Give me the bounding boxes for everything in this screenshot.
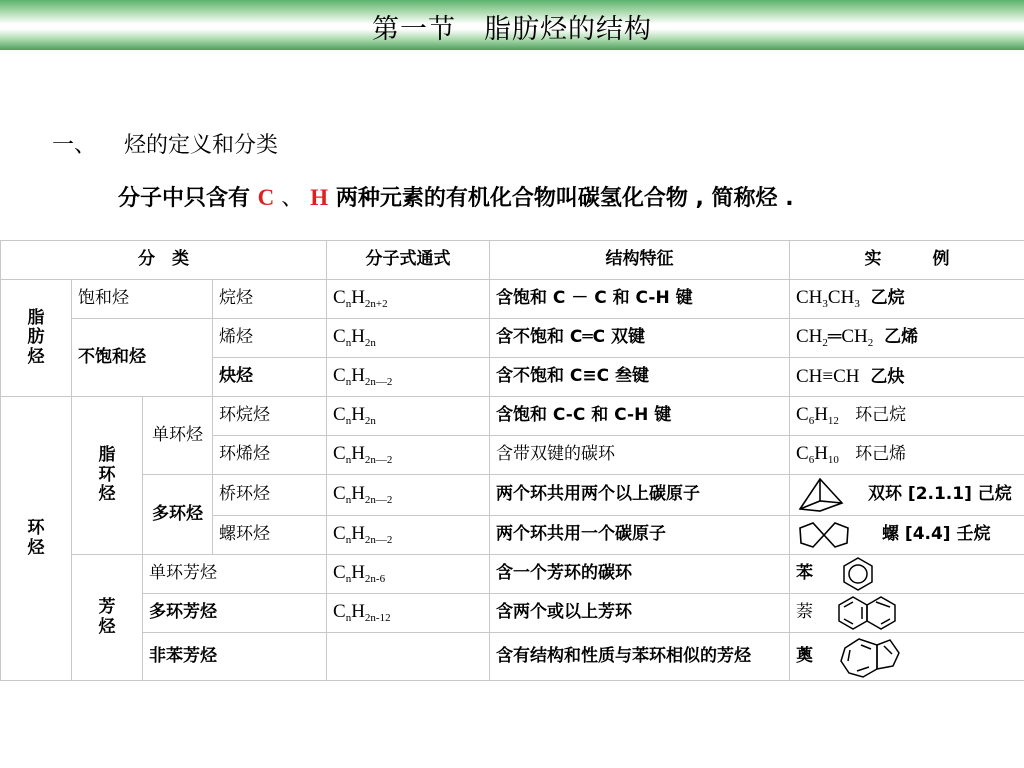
- formula: $C_nH_{2n-6}$: [333, 562, 386, 586]
- sub-cycloalkane: 环烷烃: [213, 397, 327, 436]
- feature-cell: 两个环共用一个碳原子: [490, 516, 790, 555]
- feature-cell: 含饱和 C － C 和 C-H 键: [490, 280, 790, 319]
- example-name: 乙烯: [884, 327, 919, 348]
- group-polycyclic: 多环烃: [143, 475, 213, 555]
- bicyclo-211-hexane-structure-icon: [796, 475, 846, 515]
- formula-cell: [327, 555, 490, 594]
- formula: $C_nH_{2n—2}$: [333, 365, 393, 389]
- group-aliphatic-label: 脂 肪 烃: [27, 307, 45, 367]
- definition-part: 两种元素的有机化合物叫碳氢化合物: [328, 186, 688, 211]
- classification-table: [0, 240, 1024, 681]
- header-structure-feature: 结构特征: [490, 241, 790, 280]
- group-monocyclic: 单环烃: [143, 397, 213, 475]
- example-formula: $CH_2═CH_2$: [796, 326, 874, 350]
- slide-title: 第一节 脂肪烃的结构: [372, 14, 652, 45]
- benzene-structure-icon: [841, 556, 875, 592]
- section-label: 烃的定义和分类: [124, 133, 279, 158]
- group-aromatic: [72, 555, 143, 681]
- example-name: 双环 [2.1.1] 己烷: [868, 484, 1012, 505]
- group-cyclic-label: 环 烃: [27, 517, 45, 558]
- formula: $C_nH_{2n—2}$: [333, 483, 393, 507]
- element-h: H: [310, 185, 329, 210]
- formula: $C_nH_{2n—2}$: [333, 443, 393, 467]
- example-cell: [790, 475, 1024, 516]
- formula: $C_nH_{2n-12}$: [333, 601, 391, 625]
- sub-bridged: 桥环烃: [213, 475, 327, 516]
- formula: $C_nH_{2n+2}$: [333, 287, 388, 311]
- feature-cell: 含两个或以上芳环: [490, 594, 790, 633]
- example-cell: [790, 633, 1024, 681]
- feature-cell: 含不饱和 C═C 双键: [490, 319, 790, 358]
- sub-alkane: 烷烃: [213, 280, 327, 319]
- group-alicyclic: [72, 397, 143, 555]
- example-name: 薁: [796, 645, 813, 666]
- azulene-structure-icon: [837, 635, 903, 679]
- feature-cell: 含有结构和性质与苯环相似的芳烃: [490, 633, 790, 681]
- example-cell: [790, 319, 1024, 358]
- example-cell: [790, 436, 1024, 475]
- example-cell: [790, 397, 1024, 436]
- formula-cell: [327, 280, 490, 319]
- sub-alkene: 烯烃: [213, 319, 327, 358]
- formula: $C_nH_{2n}$: [333, 404, 376, 428]
- table-row: [1, 280, 1024, 319]
- table-row: [1, 633, 1024, 681]
- cat-nonbenzenoid-aromatic: 非苯芳烃: [143, 633, 327, 681]
- example-cell: [790, 594, 1024, 633]
- table-header-row: [1, 241, 1024, 280]
- header-classification: 分 类: [1, 241, 327, 280]
- formula-cell: [327, 358, 490, 397]
- example-cell: [790, 555, 1024, 594]
- feature-cell: 含带双键的碳环: [490, 436, 790, 475]
- feature-cell: 含饱和 C-C 和 C-H 键: [490, 397, 790, 436]
- formula-cell: [327, 516, 490, 555]
- table-row: [1, 475, 1024, 516]
- element-c: C: [257, 185, 275, 210]
- example-formula: $C_6H_{10}$: [796, 443, 839, 467]
- example-name: 乙炔: [870, 367, 905, 388]
- example-name: 苯: [796, 563, 813, 584]
- formula-cell: [327, 594, 490, 633]
- example-formula: $CH_3CH_3$: [796, 287, 860, 311]
- example-name: 环己烯: [855, 444, 907, 465]
- example-name: 螺 [4.4] 壬烷: [882, 524, 991, 545]
- cat-unsaturated: 不饱和烃: [72, 319, 213, 397]
- naphthalene-structure-icon: [837, 595, 897, 631]
- header-general-formula: 分子式通式: [327, 241, 490, 280]
- group-aromatic-label: 芳 烃: [98, 596, 116, 637]
- sub-spiro: 螺环烃: [213, 516, 327, 555]
- example-cell: [790, 280, 1024, 319]
- spiro-44-nonane-structure-icon: [796, 519, 852, 551]
- table-row: [1, 555, 1024, 594]
- table-row: [1, 319, 1024, 358]
- example-name: 乙烷: [870, 288, 905, 309]
- example-cell: [790, 358, 1024, 397]
- example-name: 萘: [796, 602, 813, 623]
- group-alicyclic-label: 脂 环 烃: [98, 445, 116, 505]
- section-number: 一、: [52, 133, 97, 158]
- feature-cell: 含不饱和 C≡C 叁键: [490, 358, 790, 397]
- formula: $C_nH_{2n}$: [333, 326, 376, 350]
- formula-cell: [327, 475, 490, 516]
- formula-cell: [327, 397, 490, 436]
- cat-polycyclic-aromatic: 多环芳烃: [143, 594, 327, 633]
- table-row: [1, 594, 1024, 633]
- group-aliphatic: [1, 280, 72, 397]
- example-formula: $C_6H_{12}$: [796, 404, 839, 428]
- feature-cell: 含一个芳环的碳环: [490, 555, 790, 594]
- definition-part: 分子中只含有: [118, 186, 258, 211]
- cat-saturated: 饱和烃: [72, 280, 213, 319]
- group-cyclic: [1, 397, 72, 681]
- table-row: [1, 397, 1024, 436]
- cat-monocyclic-aromatic: 单环芳烃: [143, 555, 327, 594]
- example-cell: [790, 516, 1024, 555]
- sub-cycloalkene: 环烯烃: [213, 436, 327, 475]
- section-heading: [52, 128, 278, 159]
- sub-alkyne: 炔烃: [213, 358, 327, 397]
- header-example: 实 例: [790, 241, 1024, 280]
- example-name: 环己烷: [855, 405, 907, 426]
- definition-part: , 简称烃 .: [687, 186, 794, 211]
- definition-text: [118, 181, 794, 212]
- example-formula: CH≡CH: [796, 366, 860, 388]
- feature-cell: 两个环共用两个以上碳原子: [490, 475, 790, 516]
- formula-cell: [327, 436, 490, 475]
- definition-separator: 、: [274, 186, 311, 211]
- formula-cell: [327, 319, 490, 358]
- formula: $C_nH_{2n—2}$: [333, 523, 393, 547]
- formula-cell-empty: [327, 633, 490, 681]
